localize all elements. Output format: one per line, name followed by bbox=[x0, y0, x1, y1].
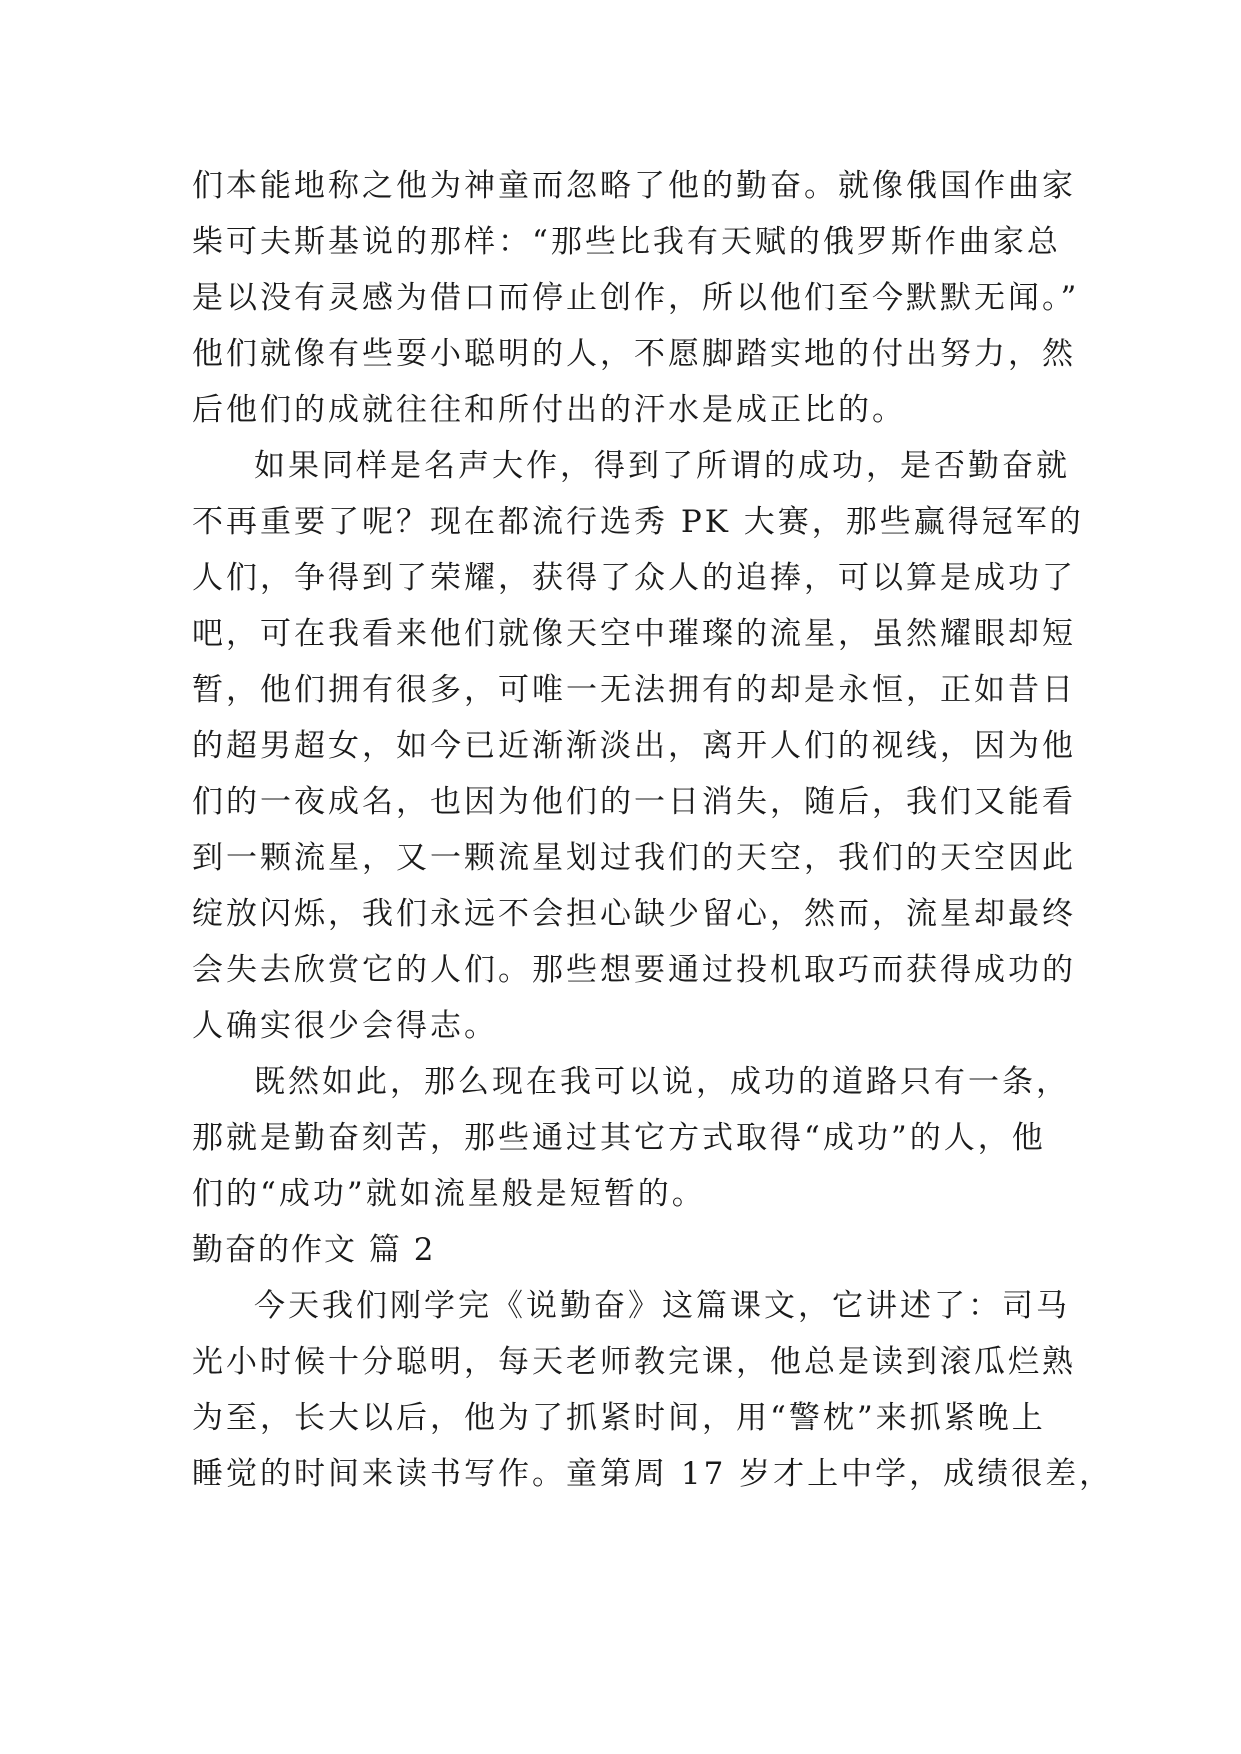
text-line: 人们，争得到了荣耀，获得了众人的追捧，可以算是成功了 bbox=[192, 560, 1076, 596]
text-line: 是以没有灵感为借口而停止创作，所以他们至今默默无闻。” bbox=[192, 280, 1080, 316]
paragraph-first-line: 如果同样是名声大作，得到了所谓的成功，是否勤奋就 bbox=[254, 448, 1070, 484]
text-line: 睡觉的时间来读书写作。童第周 17 岁才上中学，成绩很差， bbox=[192, 1456, 1114, 1492]
text-line: 那就是勤奋刻苦，那些通过其它方式取得“成功”的人，他 bbox=[192, 1120, 1046, 1156]
text-line: 们的“成功”就如流星般是短暂的。 bbox=[192, 1176, 706, 1212]
text-line: 绽放闪烁，我们永远不会担心缺少留心，然而，流星却最终 bbox=[192, 896, 1076, 932]
text-line: 吧，可在我看来他们就像天空中璀璨的流星，虽然耀眼却短 bbox=[192, 616, 1076, 652]
text-line: 们的一夜成名，也因为他们的一日消失，随后，我们又能看 bbox=[192, 784, 1076, 820]
paragraph-first-line: 今天我们刚学完《说勤奋》这篇课文，它讲述了：司马 bbox=[254, 1288, 1070, 1324]
text-line: 的超男超女，如今已近渐渐淡出，离开人们的视线，因为他 bbox=[192, 728, 1076, 764]
text-line: 不再重要了呢？现在都流行选秀 PK 大赛，那些赢得冠军的 bbox=[192, 504, 1084, 540]
text-line: 为至，长大以后，他为了抓紧时间，用“警枕”来抓紧晚上 bbox=[192, 1400, 1046, 1436]
text-line: 柴可夫斯基说的那样：“那些比我有天赋的俄罗斯作曲家总 bbox=[192, 224, 1061, 260]
text-line: 光小时候十分聪明，每天老师教完课，他总是读到滚瓜烂熟 bbox=[192, 1344, 1076, 1380]
section-heading: 勤奋的作文 篇 2 bbox=[192, 1232, 436, 1268]
text-line: 到一颗流星，又一颗流星划过我们的天空，我们的天空因此 bbox=[192, 840, 1076, 876]
text-line: 人确实很少会得志。 bbox=[192, 1008, 498, 1044]
text-line: 后他们的成就往往和所付出的汗水是成正比的。 bbox=[192, 392, 906, 428]
essay-text bbox=[192, 158, 1114, 1502]
paragraph-first-line: 既然如此，那么现在我可以说，成功的道路只有一条， bbox=[254, 1064, 1070, 1100]
text-line: 们本能地称之他为神童而忽略了他的勤奋。就像俄国作曲家 bbox=[192, 168, 1076, 204]
text-line: 他们就像有些耍小聪明的人，不愿脚踏实地的付出努力，然 bbox=[192, 336, 1076, 372]
text-line: 会失去欣赏它的人们。那些想要通过投机取巧而获得成功的 bbox=[192, 952, 1076, 988]
text-line: 暂，他们拥有很多，可唯一无法拥有的却是永恒，正如昔日 bbox=[192, 672, 1076, 708]
